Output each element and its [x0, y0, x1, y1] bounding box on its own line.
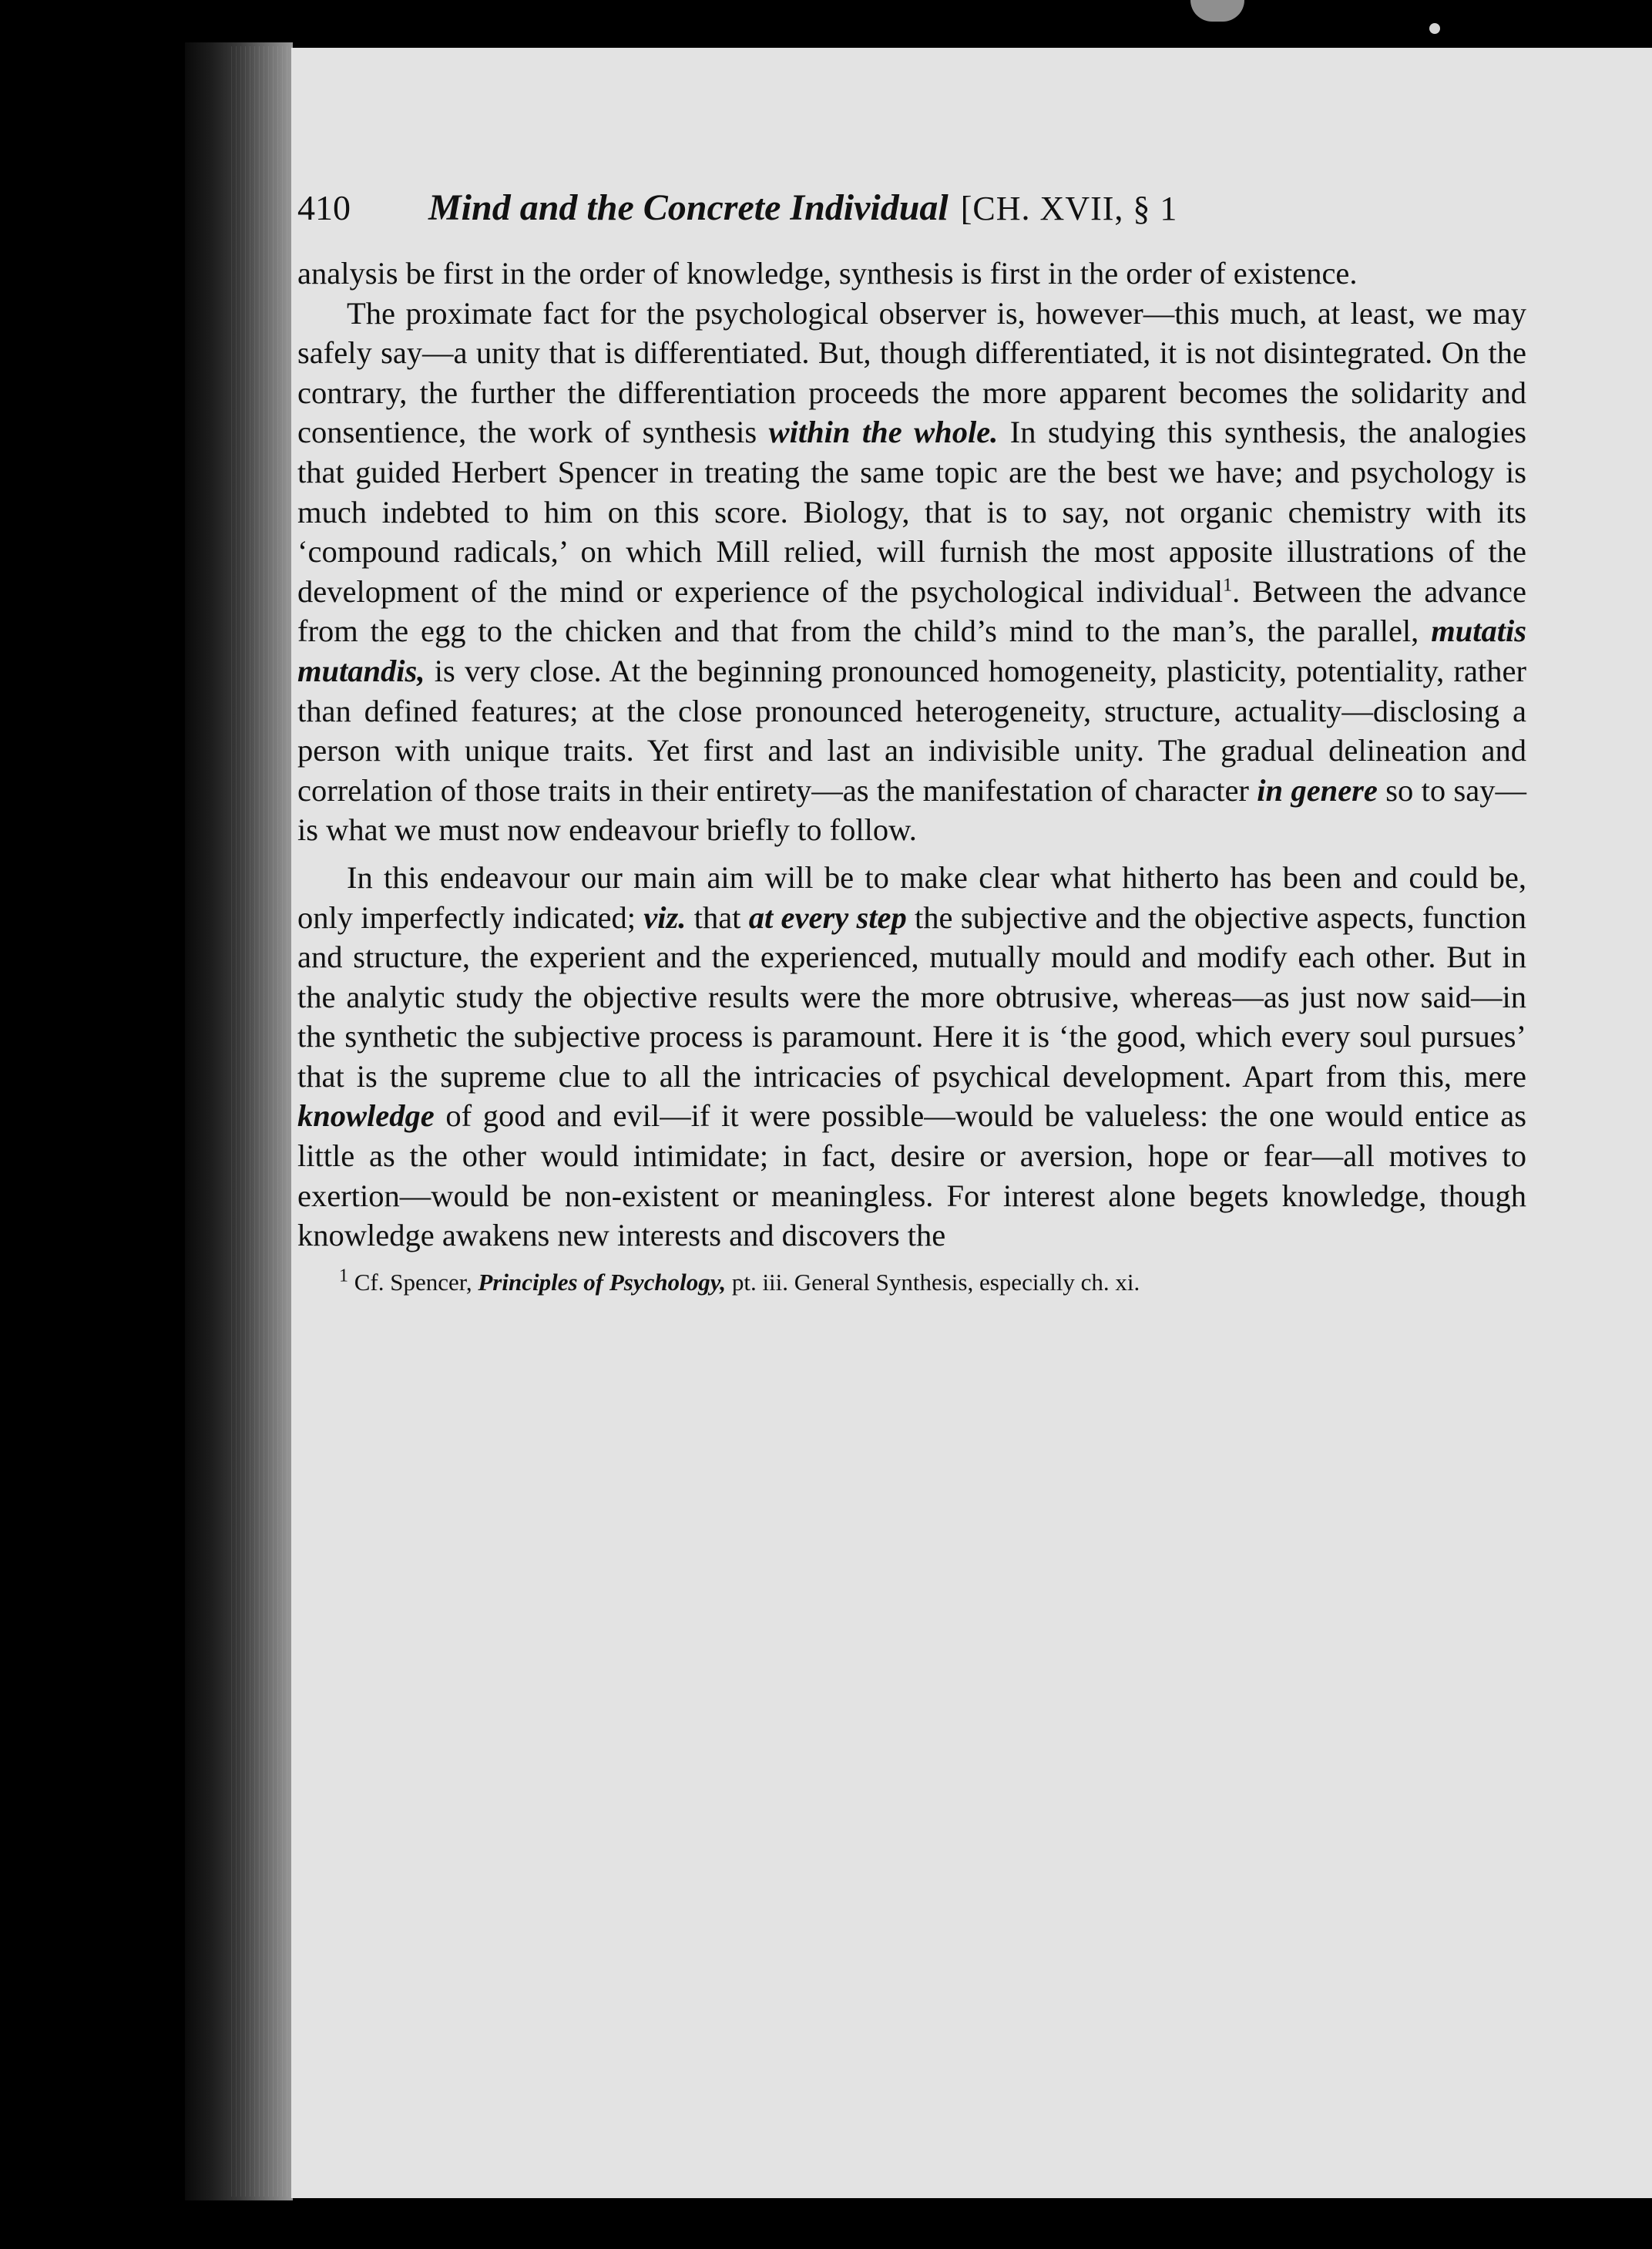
italic-phrase: knowledge [297, 1098, 435, 1134]
page-number: 410 [297, 188, 351, 227]
footnote [297, 1265, 1526, 1300]
chapter-section: [CH. XVII, § 1 [960, 190, 1178, 227]
text-run: In studying this synthesis, the analogies that guided Herbert Spencer in treating the same topic are the best we have; and psychology is much indebted to him on this score. Biology, that is to say, not organic chemistry with its ‘compound radicals,’ on which Mill relied, will furnish the most apposite illustrations of the development of the mind or experience of the psychological individual [297, 415, 1526, 609]
paragraph [297, 294, 1526, 850]
text-run: analysis be first in the order of knowledge, synthesis is first in the order of existence. [297, 256, 1358, 291]
text-run: of good and evil—if it were possible—would be valueless: the one would entice as little as the other would intimidate; in fact, desire or aversion, hope or fear—all motives to exertion—would be non-existent or meaningless. For interest alone begets knowledge, though knowledge awakens new interests and discovers the [297, 1098, 1526, 1253]
text-run: so to say—is what we must now endeavour briefly to follow. [297, 772, 1527, 848]
running-title: Mind and the Concrete Individual [428, 187, 949, 228]
running-header [297, 185, 1526, 232]
body-text [297, 254, 1526, 1256]
paragraph [297, 858, 1526, 1256]
text-run: Cf. Spencer, [348, 1268, 478, 1296]
footnote-marker: 1 [1223, 575, 1233, 596]
page-content [297, 185, 1526, 1300]
italic-phrase: in genere [1257, 772, 1378, 808]
text-run: . Between the advance from the egg to the chicken and that from the child’s mind to the man’s, the parallel, [297, 573, 1526, 649]
italic-phrase: mutatis mutandis, [297, 614, 1526, 688]
text-run: that [686, 899, 749, 935]
italic-phrase: within the whole. [768, 415, 999, 450]
footnote-marker: 1 [339, 1266, 348, 1286]
footnote-text [297, 1265, 1526, 1300]
text-run: the subjective and the objective aspects, function and structure, the experient and the experienced, mutually mould and modify each other. But in the analytic study the objective results were the more obtrusive, whereas—as just now said—in the synthetic the subjective process is paramount. Here it is ‘the good, which every soul pursues’ that is the supreme clue to all the intricacies of psychical development. Apart from this, mere [297, 899, 1526, 1094]
text-run: In this endeavour our main aim will be to make clear what hitherto has been and could be, only imperfectly indicated; [297, 859, 1526, 935]
scan-dot [1429, 23, 1440, 34]
page-edges [231, 46, 293, 2197]
text-run: is very close. At the beginning pronounced homogeneity, plasticity, potentiality, rather than defined features; at the close pronounced heterogeneity, structure, actuality—disclosing a person with unique traits. Yet first and last an indivisible unity. The gradual delineation and correlation of those traits in their entirety—as the manifestation of character [297, 653, 1526, 808]
text-run: pt. iii. General Synthesis, especially ch. xi. [726, 1268, 1140, 1296]
italic-phrase: at every step [748, 899, 907, 935]
text-run: The proximate fact for the psychological observer is, however—this much, at least, we may safely say—a unity that is differentiated. But, though differentiated, it is not disintegrated. On the contrary, the further the differentiation proceeds the more apparent becomes the solidarity and consentience, the work of synthesis [297, 295, 1526, 450]
paragraph [297, 254, 1526, 294]
italic-phrase: Principles of Psychology, [478, 1268, 727, 1296]
italic-phrase: viz. [643, 899, 687, 935]
